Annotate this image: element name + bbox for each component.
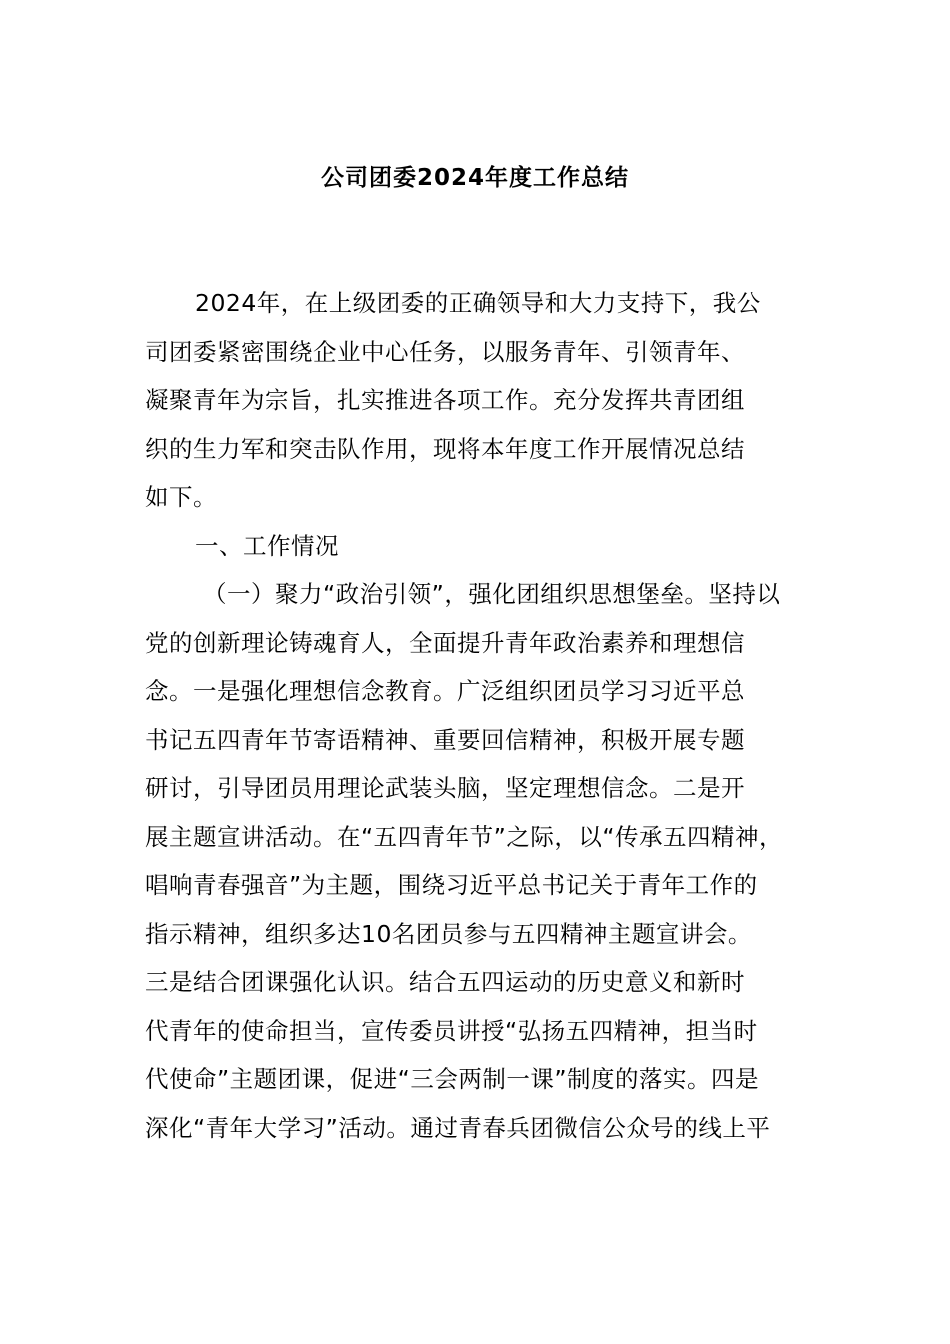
paragraph-line: 凝聚青年为宗旨，扎实推进各项工作。充分发挥共青团组	[145, 386, 745, 414]
paragraph-line: 研讨，引导团员用理论武装头脑，坚定理想信念。二是开	[145, 774, 745, 802]
subsection-heading-line: （一）聚力“政治引领”，强化团组织思想堡垒。坚持以	[203, 580, 781, 608]
paragraph-line: 展主题宣讲活动。在“五四青年节”之际，以“传承五四精神，	[145, 822, 784, 851]
paragraph-line: 念。一是强化理想信念教育。广泛组织团员学习习近平总	[145, 677, 745, 705]
paragraph-line: 代青年的使命担当，宣传委员讲授“弘扬五四精神，担当时	[145, 1016, 758, 1045]
paragraph-line: 织的生力军和突击队作用，现将本年度工作开展情况总结	[145, 434, 745, 463]
document-title: 公司团委2024年度工作总结	[320, 165, 629, 191]
document-body	[145, 283, 810, 1156]
paragraph-line: 2024年，在上级团委的正确领导和大力支持下，我公	[195, 289, 761, 317]
paragraph-line: 深化“青年大学习”活动。通过青春兵团微信公众号的线上平	[145, 1113, 771, 1142]
paragraph-line: 司团委紧密围绕企业中心任务，以服务青年、引领青年、	[145, 337, 745, 366]
section-heading: 一、工作情况	[195, 531, 339, 560]
paragraph-line: 代使命”主题团课，促进“三会两制一课”制度的落实。四是	[145, 1065, 760, 1093]
paragraph-line: 指示精神，组织多达10名团员参与五四精神主题宣讲会。	[145, 919, 752, 948]
paragraph-line: 书记五四青年节寄语精神、重要回信精神，积极开展专题	[145, 725, 745, 754]
paragraph-line: 三是结合团课强化认识。结合五四运动的历史意义和新时	[145, 968, 745, 996]
paragraph-line: 唱响青春强音”为主题，围绕习近平总书记关于青年工作的	[145, 871, 758, 899]
paragraph-line: 如下。	[145, 483, 217, 511]
paragraph-line: 党的创新理论铸魂育人，全面提升青年政治素养和理想信	[145, 628, 745, 657]
